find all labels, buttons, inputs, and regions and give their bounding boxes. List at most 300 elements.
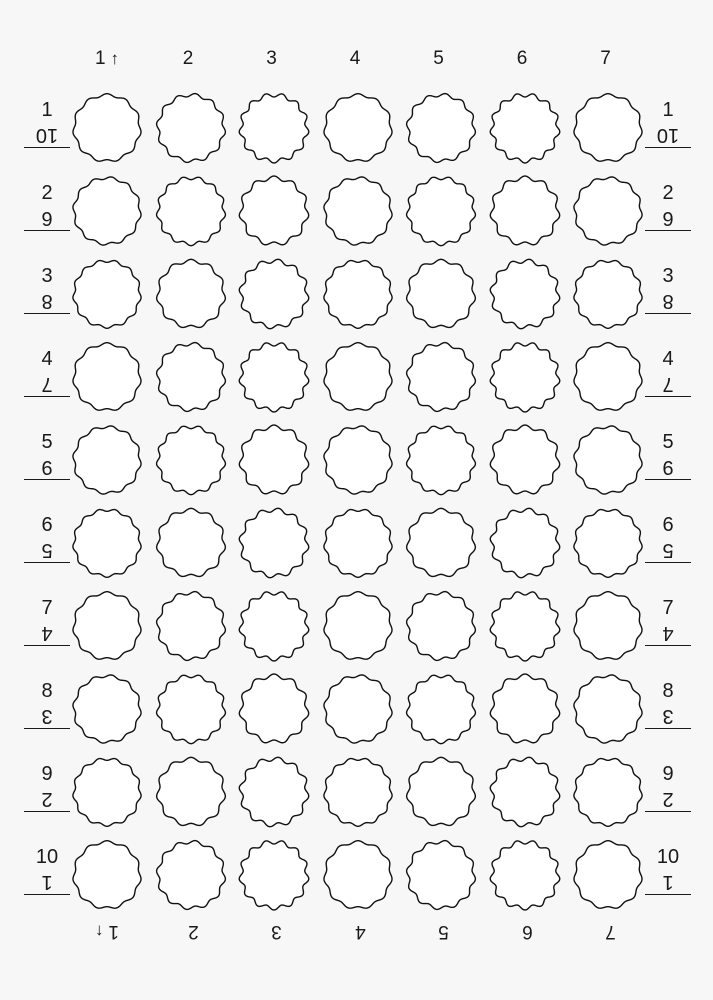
column-header-label: 2 [182,48,194,69]
scalloped-circle-outline [73,841,141,908]
scalloped-circle-icon [155,590,227,662]
fraction-denominator: 10 [645,123,691,148]
scalloped-circle-icon [489,590,561,662]
scalloped-circle-cell[interactable] [155,341,227,413]
column-header-label: 6 [516,48,528,69]
fraction-denominator: 2 [24,787,70,812]
fraction-denominator: 1 [24,870,70,895]
scalloped-circle-icon [322,175,394,247]
fraction-denominator: 7 [645,372,691,397]
scalloped-circle-cell[interactable] [155,175,227,247]
scalloped-circle-outline [156,343,225,412]
scalloped-circle-cell[interactable] [489,507,561,579]
column-footer-label: 5 [438,921,449,942]
scalloped-circle-outline [324,343,392,410]
scalloped-circle-icon [572,756,644,828]
scalloped-circle-cell[interactable] [489,175,561,247]
scalloped-circle-outline [490,259,559,328]
fraction-numerator: 5 [41,431,53,453]
scalloped-circle-icon [71,590,143,662]
scalloped-circle-outline [407,94,476,163]
row-fraction-left-1 [24,99,70,148]
column-header-label: 7 [600,48,611,69]
scalloped-circle-cell[interactable] [71,175,143,247]
fraction-denominator: 3 [24,704,70,729]
column-footer-5 [399,920,483,942]
row-fraction-left-6 [24,514,70,563]
scalloped-circle-cell[interactable] [71,590,143,662]
scalloped-circle-icon [238,756,310,828]
column-header-label: 3 [266,48,277,69]
scalloped-circle-outline [490,94,560,163]
scalloped-circle-cell[interactable] [489,92,561,164]
scalloped-circle-cell[interactable] [155,258,227,330]
fraction-numerator: 10 [35,846,59,868]
scalloped-circle-cell[interactable] [322,175,394,247]
scalloped-circle-icon [489,839,561,911]
scalloped-circle-icon [155,507,227,579]
scalloped-circle-cell[interactable] [405,839,477,911]
scalloped-circle-outline [156,841,225,910]
scalloped-circle-outline [574,592,642,659]
scalloped-circle-cell[interactable] [238,258,310,330]
scalloped-circle-icon [71,424,143,496]
fraction-numerator: 9 [662,763,674,785]
scalloped-circle-icon [155,839,227,911]
scalloped-circle-outline [407,757,476,825]
scalloped-circle-icon [71,673,143,745]
scalloped-circle-outline [490,841,560,910]
scalloped-circle-outline [73,592,141,659]
scalloped-circle-cell[interactable] [71,673,143,745]
scalloped-circle-icon [405,756,477,828]
scalloped-circle-cell[interactable] [489,673,561,745]
scalloped-circle-cell[interactable] [71,756,143,828]
scalloped-circle-cell[interactable] [71,507,143,579]
scalloped-circle-icon [489,673,561,745]
scalloped-circle-outline [574,759,642,827]
scalloped-circle-outline [490,508,559,577]
row-fraction-left-7 [24,597,70,646]
scalloped-circle-icon [405,424,477,496]
column-header-label: 4 [349,48,361,69]
fraction-numerator: 6 [41,514,53,536]
scalloped-circle-icon [238,424,310,496]
scalloped-circle-cell[interactable] [405,507,477,579]
fraction-numerator: 2 [41,182,53,204]
row-fraction-right-4 [645,348,691,397]
scalloped-circle-cell[interactable] [155,839,227,911]
fraction-denominator: 6 [645,206,691,231]
fraction-denominator: 5 [24,538,70,563]
scalloped-circle-icon [572,507,644,579]
scalloped-circle-icon [238,92,310,164]
fraction-denominator: 10 [24,123,70,148]
scalloped-circle-outline [574,261,642,329]
scalloped-circle-icon [71,341,143,413]
scalloped-circle-icon [155,175,227,247]
scalloped-circle-cell[interactable] [405,341,477,413]
scalloped-circle-cell[interactable] [322,756,394,828]
fraction-numerator: 4 [41,348,53,370]
scalloped-circle-outline [490,343,560,412]
fraction-denominator: 3 [645,704,691,729]
scalloped-circle-cell[interactable] [238,590,310,662]
scalloped-circle-cell[interactable] [489,839,561,911]
fraction-numerator: 5 [662,431,674,453]
scalloped-circle-cell[interactable] [322,507,394,579]
scalloped-circle-icon [155,341,227,413]
column-header-1 [65,48,149,70]
row-fraction-right-6 [645,514,691,563]
scalloped-circle-icon [71,507,143,579]
scalloped-circle-outline [323,426,391,494]
scalloped-circle-cell[interactable] [238,341,310,413]
up-arrow-icon: ↑ [110,49,120,68]
scalloped-circle-icon [489,507,561,579]
scalloped-circle-icon [405,341,477,413]
scalloped-circle-cell[interactable] [489,258,561,330]
scalloped-circle-icon [238,673,310,745]
scalloped-circle-cell[interactable] [238,424,310,496]
scalloped-circle-icon [322,590,394,662]
scalloped-circle-icon [405,590,477,662]
scalloped-circle-outline [73,261,141,329]
scalloped-circle-outline [73,675,141,743]
scalloped-circle-icon [71,92,143,164]
scalloped-circle-outline [156,592,225,661]
scalloped-circle-outline [73,94,141,161]
scalloped-circle-outline [239,841,309,910]
scalloped-circle-outline [156,675,225,743]
scalloped-circle-outline [407,675,476,743]
scalloped-circle-outline [156,177,225,245]
scalloped-circle-outline [407,177,476,245]
column-footer-1 [65,920,149,942]
fraction-numerator: 4 [662,348,674,370]
row-fraction-right-7 [645,597,691,646]
scalloped-circle-cell[interactable] [405,590,477,662]
scalloped-circle-icon [572,341,644,413]
fraction-numerator: 8 [41,680,53,702]
scalloped-circle-icon [489,92,561,164]
scalloped-circle-cell[interactable] [71,258,143,330]
row-fraction-right-8 [645,680,691,729]
row-fraction-left-5 [24,431,70,480]
scalloped-circle-icon [155,756,227,828]
column-header-3 [232,48,316,70]
scalloped-circle-cell[interactable] [572,756,644,828]
fraction-numerator: 3 [41,265,53,287]
scalloped-circle-icon [572,92,644,164]
scalloped-circle-outline [407,343,476,412]
scalloped-circle-cell[interactable] [71,424,143,496]
fraction-denominator: 7 [24,372,70,397]
row-fraction-left-10 [24,846,70,895]
scalloped-circle-icon [489,341,561,413]
scalloped-circle-outline [490,176,559,245]
scalloped-circle-icon [322,839,394,911]
scalloped-circle-cell[interactable] [238,673,310,745]
scalloped-circle-outline [239,343,309,412]
scalloped-circle-outline [407,508,476,576]
scalloped-circle-outline [73,177,141,245]
scalloped-circle-outline [323,261,391,329]
scalloped-circle-cell[interactable] [572,258,644,330]
scalloped-circle-icon [405,175,477,247]
scalloped-circle-outline [156,94,225,163]
fraction-numerator: 7 [662,597,674,619]
column-header-label: 5 [433,48,444,69]
row-fraction-left-2 [24,182,70,231]
column-footer-label: 7 [605,921,616,942]
scalloped-circle-icon [238,839,310,911]
column-footer-3 [232,920,316,942]
scalloped-circle-cell[interactable] [489,424,561,496]
scalloped-circle-cell[interactable] [238,175,310,247]
scalloped-circle-outline [156,259,225,327]
column-header-5 [399,48,483,70]
scalloped-circle-icon [405,258,477,330]
scalloped-circle-cell[interactable] [322,92,394,164]
scalloped-circle-outline [239,94,309,163]
scalloped-circle-cell[interactable] [405,424,477,496]
scalloped-circle-cell[interactable] [71,341,143,413]
scalloped-circle-cell[interactable] [572,590,644,662]
scalloped-circle-outline [239,674,308,743]
row-fraction-right-2 [645,182,691,231]
scalloped-circle-icon [405,507,477,579]
scalloped-circle-cell[interactable] [238,756,310,828]
fraction-numerator: 1 [662,99,674,121]
scalloped-circle-cell[interactable] [572,92,644,164]
scalloped-circle-outline [156,757,225,825]
scalloped-circle-cell[interactable] [155,673,227,745]
scalloped-circle-cell[interactable] [489,341,561,413]
scalloped-circle-outline [239,508,308,577]
scalloped-circle-cell[interactable] [572,175,644,247]
scalloped-circle-icon [322,424,394,496]
fraction-denominator: 9 [645,455,691,480]
column-footer-label: 6 [521,921,533,942]
scalloped-circle-outline [323,510,391,578]
scalloped-circle-outline [323,675,391,743]
scalloped-circle-icon [322,673,394,745]
scalloped-circle-outline [323,759,391,827]
scalloped-circle-icon [572,424,644,496]
scalloped-circle-cell[interactable] [405,673,477,745]
scalloped-circle-outline [239,757,308,826]
column-footer-label: 1 [108,921,120,942]
column-footer-2 [149,920,233,942]
scalloped-circle-cell[interactable] [238,839,310,911]
scalloped-circle-outline [324,94,392,161]
scalloped-circle-cell[interactable] [238,92,310,164]
scalloped-circle-cell[interactable] [155,424,227,496]
scalloped-circle-outline [323,177,391,245]
scalloped-circle-outline [574,343,642,410]
column-footer-4 [316,920,400,942]
scalloped-circle-outline [73,426,141,494]
scalloped-circle-outline [73,343,141,410]
scalloped-circle-cell[interactable] [155,507,227,579]
scalloped-circle-outline [73,759,141,827]
scalloped-circle-cell[interactable] [155,756,227,828]
scalloped-circle-cell[interactable] [405,175,477,247]
scalloped-circle-icon [155,92,227,164]
column-footer-label: 3 [271,921,282,942]
fraction-denominator: 8 [24,289,70,314]
scalloped-circle-cell[interactable] [155,92,227,164]
fraction-numerator: 6 [662,514,674,536]
up-arrow-icon: ↑ [94,922,104,941]
scalloped-circle-outline [239,592,309,661]
fraction-numerator: 2 [662,182,674,204]
fraction-denominator: 4 [645,621,691,646]
scalloped-circle-icon [238,341,310,413]
scalloped-circle-cell[interactable] [71,839,143,911]
row-fraction-right-9 [645,763,691,812]
scalloped-circle-icon [322,756,394,828]
fraction-denominator: 4 [24,621,70,646]
row-fraction-right-3 [645,265,691,314]
scalloped-circle-icon [572,839,644,911]
scalloped-circle-cell[interactable] [572,839,644,911]
scalloped-circle-icon [489,175,561,247]
scalloped-circle-icon [572,175,644,247]
scalloped-circle-cell[interactable] [405,756,477,828]
row-fraction-left-9 [24,763,70,812]
row-fraction-right-1 [645,99,691,148]
fraction-denominator: 8 [645,289,691,314]
scalloped-circle-cell[interactable] [489,590,561,662]
scalloped-circle-icon [405,673,477,745]
fraction-numerator: 10 [656,846,680,868]
column-footer-label: 4 [354,921,366,942]
scalloped-circle-icon [489,756,561,828]
scalloped-circle-cell[interactable] [572,507,644,579]
scalloped-circle-outline [490,674,559,743]
column-header-label: 1 [94,48,106,69]
column-footer-label: 2 [187,921,199,942]
scalloped-circle-cell[interactable] [572,424,644,496]
fraction-numerator: 8 [662,680,674,702]
scalloped-circle-icon [322,258,394,330]
scalloped-circle-icon [71,756,143,828]
scalloped-circle-cell[interactable] [405,258,477,330]
scalloped-circle-icon [155,673,227,745]
scalloped-circle-icon [238,507,310,579]
scalloped-circle-outline [407,592,476,661]
scalloped-circle-outline [73,510,141,578]
scalloped-circle-outline [239,425,308,494]
scalloped-circle-outline [574,510,642,578]
fraction-denominator: 5 [645,538,691,563]
fraction-denominator: 9 [24,455,70,480]
scalloped-circle-outline [324,841,392,908]
column-footer-7 [566,920,650,942]
scalloped-circle-icon [238,590,310,662]
row-fraction-left-8 [24,680,70,729]
scalloped-circle-icon [71,175,143,247]
scalloped-circle-icon [155,424,227,496]
scalloped-circle-outline [490,757,559,826]
row-fraction-right-5 [645,431,691,480]
scalloped-circle-icon [155,258,227,330]
scalloped-circle-outline [574,177,642,245]
scalloped-circle-outline [407,426,476,494]
column-header-2 [149,48,233,70]
column-footer-6 [483,920,567,942]
scalloped-circle-cell[interactable] [489,756,561,828]
scalloped-circle-icon [322,92,394,164]
scalloped-circle-cell[interactable] [405,92,477,164]
scalloped-circle-icon [405,839,477,911]
scalloped-circle-icon [71,839,143,911]
scalloped-circle-cell[interactable] [322,424,394,496]
scalloped-circle-cell[interactable] [572,673,644,745]
scalloped-circle-icon [71,258,143,330]
scalloped-circle-outline [574,675,642,743]
scalloped-circle-cell[interactable] [322,258,394,330]
scalloped-circle-outline [324,592,392,659]
scalloped-circle-outline [574,841,642,908]
row-fraction-left-3 [24,265,70,314]
scalloped-circle-cell[interactable] [71,92,143,164]
scalloped-circle-cell[interactable] [322,673,394,745]
scalloped-circle-outline [239,176,308,245]
fraction-numerator: 3 [662,265,674,287]
column-header-4 [316,48,400,70]
scalloped-circle-icon [322,507,394,579]
scalloped-circle-outline [574,426,642,494]
column-header-6 [483,48,567,70]
fraction-denominator: 6 [24,206,70,231]
scalloped-circle-icon [238,258,310,330]
scalloped-circle-icon [572,590,644,662]
scalloped-circle-icon [572,258,644,330]
scalloped-circle-icon [489,424,561,496]
scalloped-circle-outline [490,425,559,494]
scalloped-circle-icon [489,258,561,330]
fraction-denominator: 2 [645,787,691,812]
fraction-denominator: 1 [645,870,691,895]
scalloped-circle-cell[interactable] [322,341,394,413]
scalloped-circle-icon [238,175,310,247]
scalloped-circle-outline [407,259,476,327]
scalloped-circle-outline [407,841,476,910]
scalloped-circle-outline [156,426,225,494]
fraction-numerator: 7 [41,597,53,619]
column-header-7 [566,48,650,70]
scalloped-circle-icon [322,341,394,413]
scalloped-circle-cell[interactable] [322,839,394,911]
scalloped-circle-outline [490,592,560,661]
fraction-numerator: 1 [41,99,53,121]
scalloped-circle-outline [574,94,642,161]
scalloped-circle-cell[interactable] [238,507,310,579]
scalloped-circle-cell[interactable] [572,341,644,413]
scalloped-circle-cell[interactable] [322,590,394,662]
scalloped-circle-cell[interactable] [155,590,227,662]
row-fraction-left-4 [24,348,70,397]
fraction-numerator: 9 [41,763,53,785]
scalloped-circle-outline [156,508,225,576]
scalloped-circle-outline [239,259,308,328]
row-fraction-right-10 [645,846,691,895]
scalloped-circle-icon [572,673,644,745]
scalloped-circle-icon [405,92,477,164]
